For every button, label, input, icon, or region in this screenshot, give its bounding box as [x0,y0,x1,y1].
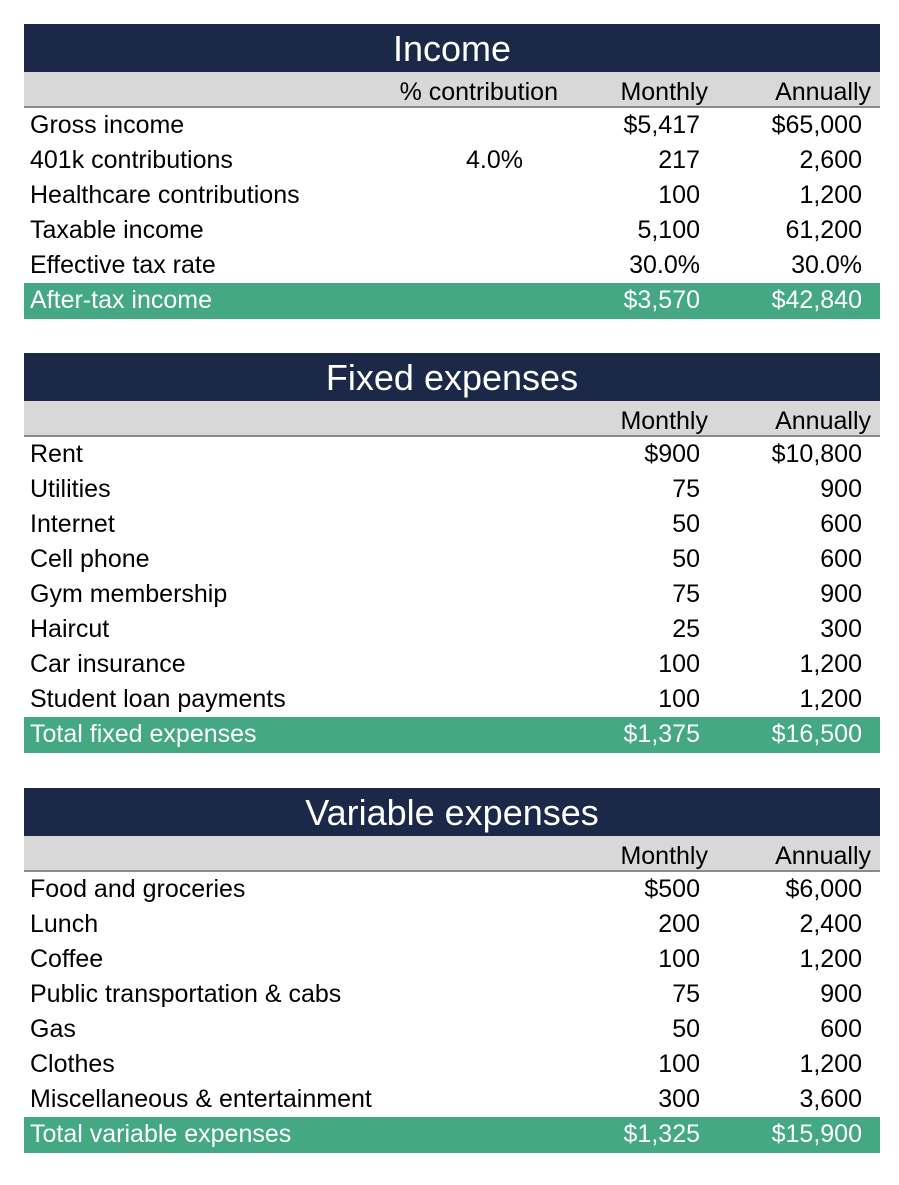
row-monthly: 200 [658,910,700,938]
total-label: Total variable expenses [30,1120,292,1148]
annually-header: Annually [775,842,871,870]
row-monthly: 25 [672,615,700,643]
row-annually: 600 [820,545,862,573]
total-annually: $16,500 [771,720,862,748]
pct-contribution-header: % contribution [399,78,558,106]
row-label: Car insurance [30,650,186,678]
row-monthly: 30.0% [629,251,700,279]
annually-header: Annually [775,78,871,106]
income-column-headers [24,72,880,108]
row-monthly: $900 [644,440,700,468]
income-section [24,24,880,319]
table-row [24,542,880,577]
row-annually: 1,200 [799,945,862,973]
row-monthly: 5,100 [637,216,700,244]
fixed-expenses-section [24,353,880,753]
annually-header: Annually [775,407,871,435]
after-tax-income-row [24,283,880,319]
table-row [24,108,880,143]
row-label: Food and groceries [30,875,246,903]
row-annually: 900 [820,475,862,503]
table-row [24,977,880,1012]
row-label: Student loan payments [30,685,286,713]
table-row [24,872,880,907]
row-monthly: $5,417 [623,111,700,139]
row-annually: 900 [820,980,862,1008]
row-monthly: 217 [658,146,700,174]
row-annually: 2,400 [799,910,862,938]
table-row [24,942,880,977]
fixed-expenses-title: Fixed expenses [24,353,880,401]
total-monthly: $1,375 [623,720,700,748]
table-row [24,612,880,647]
table-row [24,248,880,283]
table-row [24,178,880,213]
table-row [24,907,880,942]
table-row [24,472,880,507]
total-fixed-expenses-row [24,717,880,753]
row-monthly: 50 [672,1015,700,1043]
row-monthly: 75 [672,980,700,1008]
row-label: Gross income [30,111,185,139]
monthly-header: Monthly [620,407,708,435]
table-row [24,1047,880,1082]
row-annually: $65,000 [771,111,862,139]
table-row [24,213,880,248]
row-label: Cell phone [30,545,150,573]
total-label: Total fixed expenses [30,720,257,748]
variable-column-headers [24,836,880,872]
row-monthly: 75 [672,580,700,608]
row-annually: 600 [820,510,862,538]
row-label: Rent [30,440,83,468]
row-monthly: $500 [644,875,700,903]
row-label: Clothes [30,1050,115,1078]
row-label: 401k contributions [30,146,233,174]
income-title: Income [24,24,880,72]
row-annually: 1,200 [799,181,862,209]
row-monthly: 75 [672,475,700,503]
table-row [24,647,880,682]
row-monthly: 50 [672,510,700,538]
table-row [24,682,880,717]
total-monthly: $1,325 [623,1120,700,1148]
row-annually: 600 [820,1015,862,1043]
row-label: Taxable income [30,216,204,244]
row-annually: $10,800 [771,440,862,468]
monthly-header: Monthly [620,842,708,870]
row-monthly: 100 [658,181,700,209]
row-annually: 300 [820,615,862,643]
row-pct: 4.0% [466,146,523,174]
row-label: Coffee [30,945,104,973]
table-row [24,577,880,612]
row-label: Gym membership [30,580,228,608]
row-label: Haircut [30,615,110,643]
variable-expenses-section [24,788,880,1153]
table-row [24,437,880,472]
row-annually: 61,200 [785,216,862,244]
row-annually: 2,600 [799,146,862,174]
row-label: Healthcare contributions [30,181,300,209]
total-variable-expenses-row [24,1117,880,1153]
row-label: Gas [30,1015,76,1043]
row-annually: 30.0% [791,251,862,279]
monthly-header: Monthly [620,78,708,106]
row-monthly: 100 [658,685,700,713]
row-label: Public transportation & cabs [30,980,342,1008]
fixed-column-headers [24,401,880,437]
row-annually: $6,000 [785,875,862,903]
row-label: Effective tax rate [30,251,216,279]
row-label: Miscellaneous & entertainment [30,1085,372,1113]
row-monthly: 300 [658,1085,700,1113]
total-annually: $42,840 [771,286,862,314]
row-monthly: 50 [672,545,700,573]
row-annually: 1,200 [799,685,862,713]
total-annually: $15,900 [771,1120,862,1148]
row-monthly: 100 [658,650,700,678]
row-annually: 1,200 [799,650,862,678]
table-row [24,143,880,178]
variable-expenses-title: Variable expenses [24,788,880,836]
row-label: Utilities [30,475,111,503]
row-monthly: 100 [658,1050,700,1078]
row-annually: 900 [820,580,862,608]
total-monthly: $3,570 [623,286,700,314]
row-label: Internet [30,510,115,538]
row-annually: 1,200 [799,1050,862,1078]
total-label: After-tax income [30,286,213,314]
table-row [24,1082,880,1117]
table-row [24,507,880,542]
table-row [24,1012,880,1047]
row-label: Lunch [30,910,99,938]
row-monthly: 100 [658,945,700,973]
row-annually: 3,600 [799,1085,862,1113]
